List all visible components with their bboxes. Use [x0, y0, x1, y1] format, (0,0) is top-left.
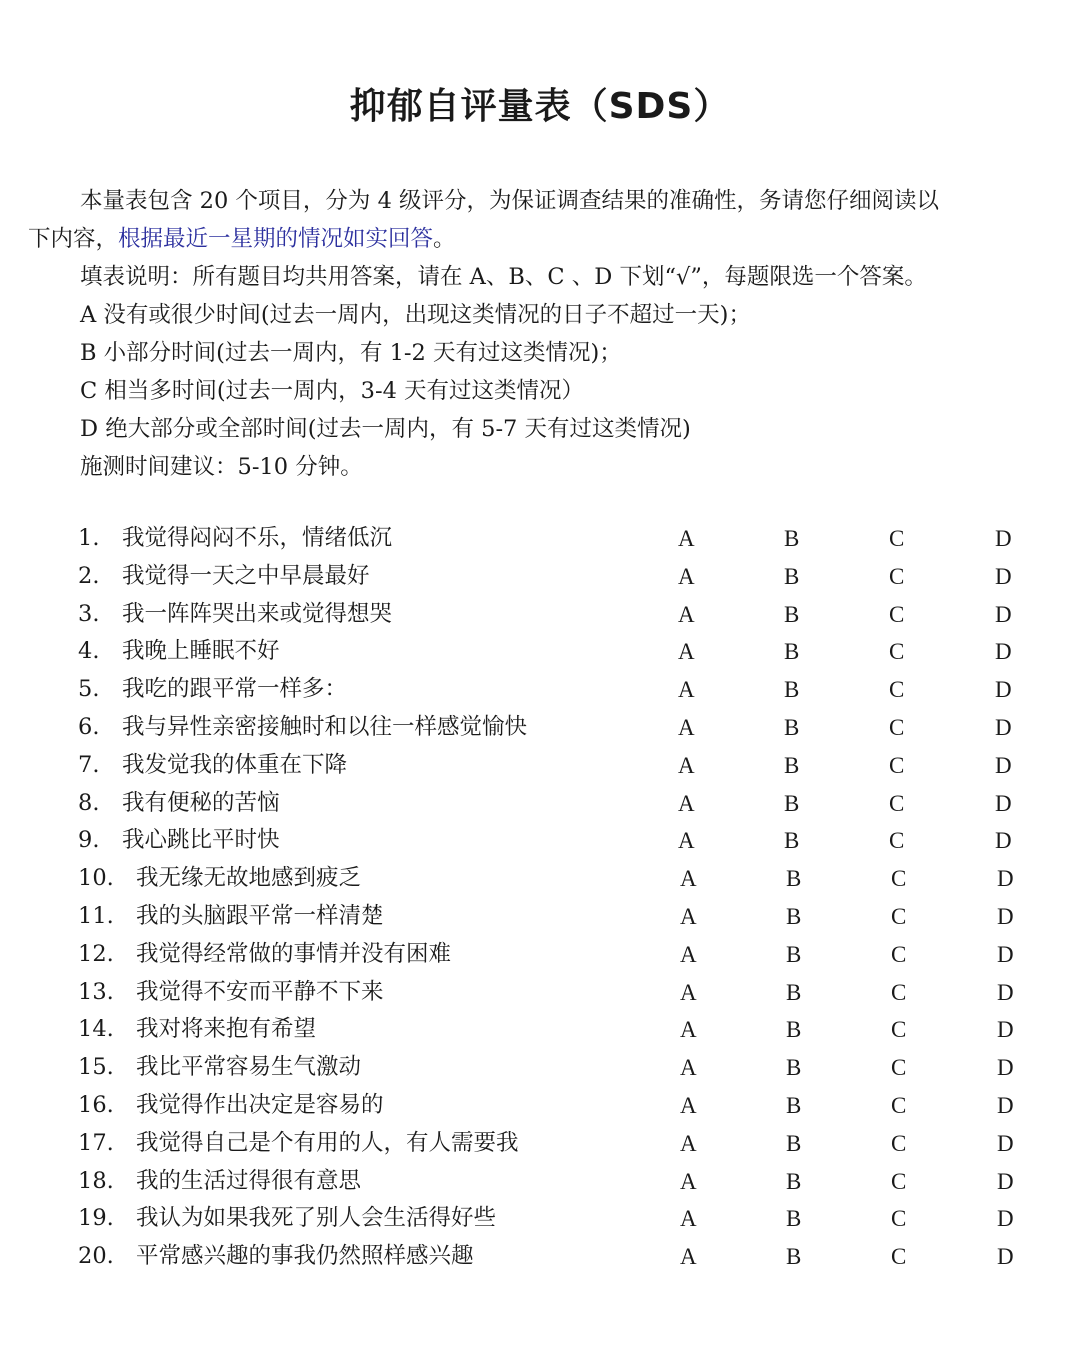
question-row — [78, 709, 1038, 747]
answer-option-a[interactable]: A — [678, 714, 695, 740]
answer-option-a[interactable]: A — [678, 752, 695, 778]
answer-option-c[interactable]: C — [889, 601, 905, 627]
question-text: 我心跳比平时快 — [122, 827, 280, 854]
answer-option-a[interactable]: A — [678, 790, 695, 816]
answer-option-c[interactable]: C — [889, 714, 905, 740]
answer-option-c[interactable]: C — [891, 1168, 907, 1194]
page-title: 抑郁自评量表（SDS） — [349, 86, 731, 127]
question-text: 我觉得闷闷不乐，情绪低沉 — [122, 525, 393, 551]
answer-option-d[interactable]: D — [997, 1092, 1014, 1118]
answer-option-d[interactable]: D — [995, 790, 1012, 816]
answer-option-a[interactable]: A — [680, 1206, 697, 1232]
intro-paragraph-continued — [28, 220, 1038, 258]
answer-option-d[interactable]: D — [995, 677, 1012, 703]
answer-option-b[interactable]: B — [786, 979, 802, 1005]
answer-option-d[interactable]: D — [995, 563, 1012, 589]
answer-option-c[interactable]: C — [889, 563, 905, 589]
question-number: 13. — [78, 978, 114, 1005]
answer-option-b[interactable]: B — [786, 1206, 802, 1232]
question-text: 我有便秘的苦恼 — [122, 789, 280, 816]
question-number: 14. — [78, 1016, 114, 1043]
answer-option-d[interactable]: D — [995, 752, 1012, 778]
answer-option-b[interactable]: B — [786, 941, 802, 967]
question-text: 我发觉我的体重在下降 — [122, 751, 348, 778]
question-row — [78, 520, 1038, 558]
answer-option-a[interactable]: A — [680, 1244, 697, 1270]
answer-option-c[interactable]: C — [889, 752, 905, 778]
question-number: 9. — [78, 827, 100, 854]
intro-text-line2: 下内容， — [28, 226, 119, 252]
question-text: 我一阵阵哭出来或觉得想哭 — [122, 600, 393, 627]
answer-option-b[interactable]: B — [784, 526, 800, 551]
answer-option-a[interactable]: A — [678, 677, 695, 703]
answer-option-a[interactable]: A — [680, 979, 697, 1005]
answer-option-a[interactable]: A — [678, 828, 695, 854]
answer-option-c[interactable]: C — [891, 979, 907, 1005]
question-row — [78, 1200, 1038, 1238]
option-a-description: A 没有或很少时间(过去一周内，出现这类情况的日子不超过一天)； — [80, 302, 751, 328]
question-number: 19. — [78, 1205, 114, 1232]
answer-option-b[interactable]: B — [784, 828, 800, 854]
question-number: 2. — [78, 562, 100, 589]
question-text: 我与异性亲密接触时和以往一样感觉愉快 — [122, 713, 528, 740]
question-number: 17. — [78, 1129, 114, 1156]
answer-option-c[interactable]: C — [891, 1130, 907, 1156]
answer-option-b[interactable]: B — [786, 1017, 802, 1043]
answer-option-b[interactable]: B — [786, 903, 802, 929]
answer-option-c[interactable]: C — [889, 526, 905, 551]
answer-option-b[interactable]: B — [786, 1055, 802, 1081]
question-text: 我觉得不安而平静不下来 — [136, 978, 384, 1005]
answer-option-b[interactable]: B — [786, 866, 802, 892]
question-row — [78, 1125, 1038, 1163]
answer-option-c[interactable]: C — [891, 903, 907, 929]
question-row — [78, 1049, 1038, 1087]
answer-option-d[interactable]: D — [997, 866, 1014, 892]
answer-option-d[interactable]: D — [997, 979, 1014, 1005]
question-row — [78, 1087, 1038, 1125]
answer-option-d[interactable]: D — [995, 526, 1012, 551]
answer-option-a[interactable]: A — [680, 1017, 697, 1043]
question-number: 20. — [78, 1243, 114, 1270]
answer-option-d[interactable]: D — [997, 1017, 1014, 1043]
answer-option-d[interactable]: D — [997, 1130, 1014, 1156]
question-row — [78, 785, 1038, 823]
answer-option-c[interactable]: C — [891, 866, 907, 892]
question-row — [78, 1163, 1038, 1201]
answer-option-a[interactable]: A — [680, 903, 697, 929]
answer-option-d[interactable]: D — [995, 714, 1012, 740]
question-number: 18. — [78, 1167, 114, 1194]
answer-option-c[interactable]: C — [889, 828, 905, 854]
intro-highlight-text: 根据最近一星期的情况如实回答 — [118, 226, 434, 252]
question-text: 我对将来抱有希望 — [136, 1016, 317, 1043]
question-text: 我的生活过得很有意思 — [136, 1167, 362, 1194]
question-text: 我比平常容易生气激动 — [136, 1054, 362, 1081]
answer-option-a[interactable]: A — [680, 1130, 697, 1156]
question-text: 我无缘无故地感到疲乏 — [136, 865, 362, 892]
question-number: 11. — [78, 902, 114, 929]
answer-option-a[interactable]: A — [680, 1168, 697, 1194]
answer-option-b[interactable]: B — [784, 677, 800, 703]
answer-option-c[interactable]: C — [891, 1055, 907, 1081]
fill-instructions: 填表说明：所有题目均共用答案，请在 A、B、C 、D 下划“√”，每题限选一个答案。 — [80, 264, 927, 290]
answer-option-b[interactable]: B — [786, 1130, 802, 1156]
question-list — [78, 520, 1038, 1276]
answer-option-d[interactable]: D — [995, 828, 1012, 854]
answer-option-b[interactable]: B — [784, 639, 800, 665]
question-text: 我觉得一天之中早晨最好 — [122, 562, 370, 589]
answer-option-d[interactable]: D — [997, 1055, 1014, 1081]
question-row — [78, 860, 1038, 898]
answer-option-d[interactable]: D — [995, 601, 1012, 627]
intro-text-line2-end: 。 — [433, 226, 456, 252]
question-number: 8. — [78, 789, 100, 816]
question-row — [78, 633, 1038, 671]
answer-option-c[interactable]: C — [889, 790, 905, 816]
question-text: 我觉得经常做的事情并没有困难 — [136, 940, 452, 967]
question-number: 3. — [78, 600, 100, 627]
answer-option-a[interactable]: A — [680, 1092, 697, 1118]
answer-option-c[interactable]: C — [891, 1244, 907, 1270]
question-number: 6. — [78, 713, 100, 740]
option-d-description: D 绝大部分或全部时间(过去一周内，有 5-7 天有过这类情况) — [80, 416, 691, 442]
answer-option-d[interactable]: D — [995, 639, 1012, 665]
answer-option-d[interactable]: D — [997, 1168, 1014, 1194]
question-text: 我觉得作出决定是容易的 — [136, 1091, 384, 1118]
intro-text-line1: 本量表包含 20 个项目，分为 4 级评分，为保证调查结果的准确性，务请您仔细阅读以 — [80, 188, 940, 214]
question-number: 1. — [78, 525, 100, 551]
answer-option-d[interactable]: D — [997, 1206, 1014, 1232]
answer-option-b[interactable]: B — [784, 601, 800, 627]
intro-paragraph — [28, 182, 1038, 220]
question-number: 7. — [78, 751, 100, 778]
question-text: 我认为如果我死了别人会生活得好些 — [136, 1205, 497, 1232]
question-number: 10. — [78, 865, 114, 892]
answer-option-a[interactable]: A — [680, 941, 697, 967]
answer-option-c[interactable]: C — [891, 1206, 907, 1232]
option-c-description: C 相当多时间(过去一周内，3-4 天有过这类情况） — [80, 378, 585, 404]
question-text: 平常感兴趣的事我仍然照样感兴趣 — [136, 1243, 474, 1270]
answer-option-d[interactable]: D — [997, 1244, 1014, 1270]
question-row — [78, 671, 1038, 709]
question-number: 15. — [78, 1054, 114, 1081]
question-text: 我觉得自己是个有用的人，有人需要我 — [136, 1129, 519, 1156]
answer-option-c[interactable]: C — [889, 677, 905, 703]
question-number: 4. — [78, 638, 100, 665]
answer-option-b[interactable]: B — [784, 563, 800, 589]
answer-option-a[interactable]: A — [680, 1055, 697, 1081]
answer-option-a[interactable]: A — [678, 526, 695, 551]
question-row — [78, 898, 1038, 936]
answer-option-b[interactable]: B — [786, 1244, 802, 1270]
question-row — [78, 822, 1038, 860]
answer-option-c[interactable]: C — [889, 639, 905, 665]
question-row — [78, 1011, 1038, 1049]
answer-option-d[interactable]: D — [997, 941, 1014, 967]
answer-option-c[interactable]: C — [891, 941, 907, 967]
answer-option-a[interactable]: A — [680, 866, 697, 892]
answer-option-a[interactable]: A — [678, 601, 695, 627]
question-row — [78, 936, 1038, 974]
question-row — [78, 747, 1038, 785]
question-row — [78, 1238, 1038, 1276]
answer-option-b[interactable]: B — [786, 1092, 802, 1118]
question-text: 我吃的跟平常一样多： — [122, 676, 348, 703]
answer-option-c[interactable]: C — [891, 1017, 907, 1043]
answer-option-b[interactable]: B — [784, 714, 800, 740]
question-number: 16. — [78, 1091, 114, 1118]
answer-option-d[interactable]: D — [997, 903, 1014, 929]
answer-option-a[interactable]: A — [678, 639, 695, 665]
question-row — [78, 558, 1038, 596]
question-number: 12. — [78, 940, 114, 967]
instructions-section — [28, 182, 1038, 486]
answer-option-b[interactable]: B — [784, 752, 800, 778]
question-number: 5. — [78, 676, 100, 703]
duration-suggestion: 施测时间建议：5-10 分钟。 — [80, 454, 363, 480]
answer-option-c[interactable]: C — [891, 1092, 907, 1118]
answer-option-a[interactable]: A — [678, 563, 695, 589]
question-row — [78, 596, 1038, 634]
question-row — [78, 974, 1038, 1012]
answer-option-b[interactable]: B — [786, 1168, 802, 1194]
answer-option-b[interactable]: B — [784, 790, 800, 816]
question-text: 我晚上睡眠不好 — [122, 638, 280, 665]
question-text: 我的头脑跟平常一样清楚 — [136, 902, 384, 929]
option-b-description: B 小部分时间(过去一周内，有 1-2 天有过这类情况)； — [80, 340, 622, 366]
